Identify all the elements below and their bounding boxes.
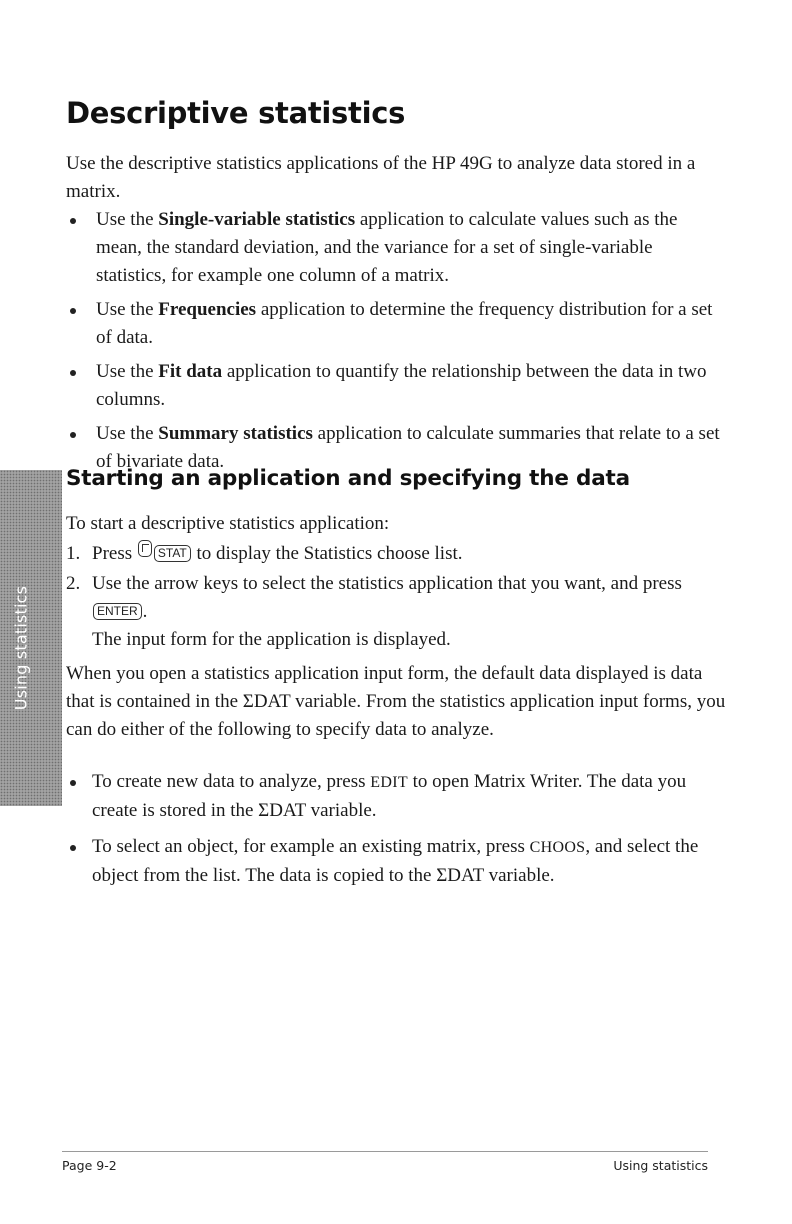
- bullet-frequencies: Use the Frequencies application to determine the frequency distribution for a set of data.: [66, 296, 726, 352]
- option-edit: To create new data to analyze, press EDIT to open Matrix Writer. The data you create is stored in the ΣDAT variable.: [66, 768, 726, 825]
- enter-key: ENTER: [93, 603, 142, 620]
- bullet-dot-icon: [70, 780, 76, 786]
- term-fit-data: Fit data: [158, 361, 223, 382]
- page-heading: Descriptive statistics: [66, 96, 406, 130]
- footer-divider: [62, 1151, 708, 1152]
- bullet-dot-icon: [70, 845, 76, 851]
- term-summary-statistics: Summary statistics: [158, 423, 313, 444]
- chapter-side-tab: [0, 470, 62, 806]
- application-bullet-list: [66, 206, 726, 482]
- step-1: 1. Press STAT to display the Statistics choose list.: [66, 540, 726, 568]
- step-number: 1.: [66, 543, 81, 564]
- option-choos: To select an object, for example an existing matrix, press CHOOS, and select the object from the list. The data is copied to the ΣDAT variable.: [66, 833, 726, 890]
- footer-chapter-title: Using statistics: [613, 1158, 708, 1173]
- stat-key: STAT: [154, 545, 191, 562]
- section-heading: Starting an application and specifying the data: [66, 466, 630, 491]
- bullet-single-variable: Use the Single-variable statistics application to calculate values such as the mean, the standard deviation, and the variance for a set of single-variable statistics, for example one column of a matrix.: [66, 206, 726, 290]
- step-number: 2.: [66, 573, 81, 594]
- term-frequencies: Frequencies: [158, 299, 257, 320]
- bullet-fit-data: Use the Fit data application to quantify the relationship between the data in two columns.: [66, 358, 726, 414]
- bullet-dot-icon: [70, 308, 76, 314]
- options-bullet-list: [66, 768, 726, 898]
- edit-menu-key: EDIT: [370, 774, 408, 791]
- footer-page-number: Page 9-2: [62, 1158, 117, 1173]
- term-single-variable: Single-variable statistics: [158, 209, 356, 230]
- bullet-summary-statistics: Use the Summary statistics application to calculate summaries that relate to a set of bivariate data.: [66, 420, 726, 476]
- left-shift-key-icon: [138, 540, 152, 557]
- bullet-dot-icon: [70, 218, 76, 224]
- steps-list: [66, 540, 726, 656]
- bullet-dot-icon: [70, 370, 76, 376]
- side-tab-label: Using statistics: [11, 585, 31, 711]
- bullet-dot-icon: [70, 432, 76, 438]
- choos-menu-key: CHOOS: [529, 839, 586, 856]
- section-intro: To start a descriptive statistics application:: [66, 513, 390, 534]
- step-2: 2. Use the arrow keys to select the statistics application that you want, and press ENTER . The input form for the application is displayed.: [66, 570, 726, 654]
- input-form-paragraph: When you open a statistics application input form, the default data displayed is data that is contained in the ΣDAT variable. From the statistics application input forms, you can do either of the following to specify data to analyze.: [66, 663, 726, 740]
- step-2-note: The input form for the application is displayed.: [92, 629, 451, 650]
- intro-paragraph: Use the descriptive statistics applications of the HP 49G to analyze data stored in a matrix.: [66, 153, 696, 202]
